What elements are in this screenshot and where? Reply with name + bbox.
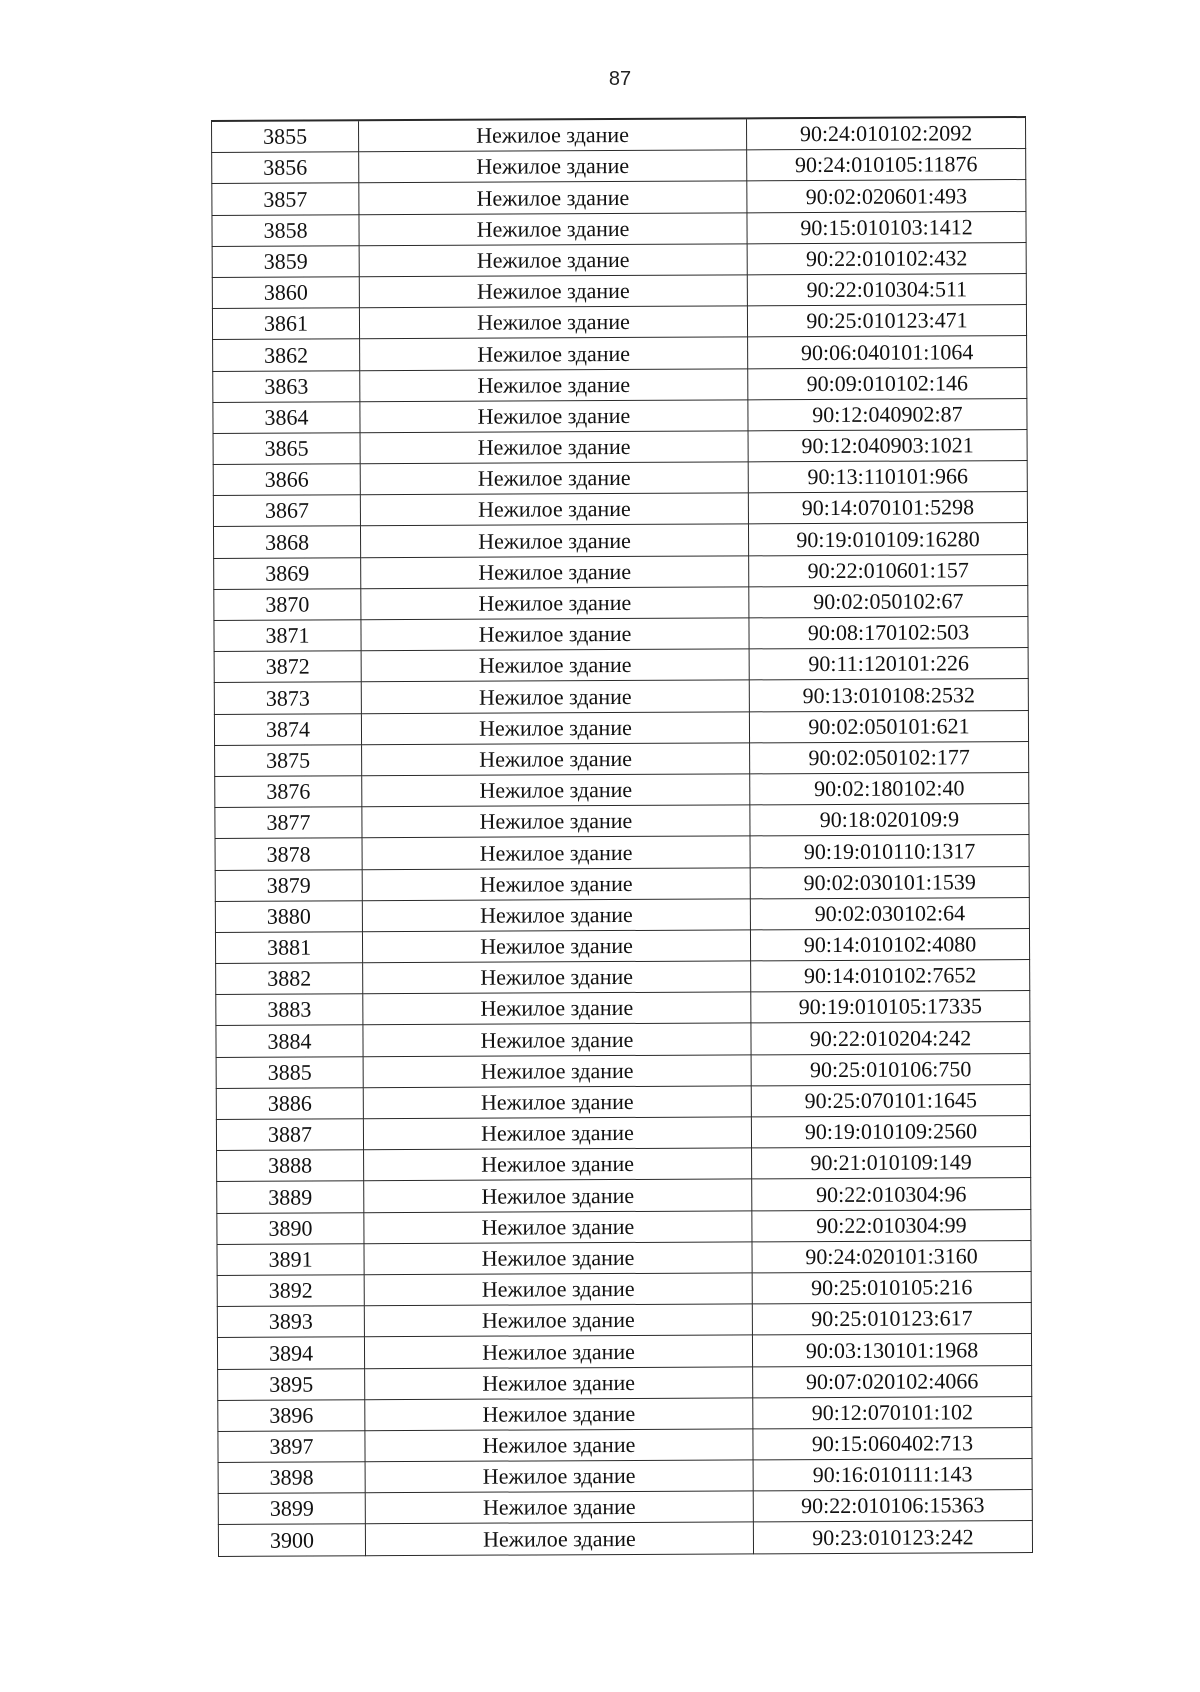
object-type-cell: Нежилое здание <box>360 337 748 370</box>
cadastral-number-cell: 90:25:010123:617 <box>752 1303 1031 1336</box>
cadastral-number-cell: 90:16:010111:143 <box>753 1459 1032 1492</box>
object-type-cell: Нежилое здание <box>362 836 750 869</box>
row-number-cell: 3867 <box>213 495 360 527</box>
table-row <box>218 1459 1032 1494</box>
row-number-cell: 3872 <box>214 651 361 683</box>
row-number-cell: 3865 <box>213 433 360 465</box>
cadastral-number-cell: 90:02:030101:1539 <box>750 866 1029 899</box>
object-type-cell: Нежилое здание <box>363 961 751 994</box>
row-number-cell: 3870 <box>214 589 361 621</box>
table-row <box>216 1053 1030 1088</box>
cadastral-number-cell: 90:02:050101:621 <box>749 710 1028 743</box>
row-number-cell: 3858 <box>212 214 359 246</box>
table-row <box>215 741 1029 776</box>
cadastral-number-cell: 90:02:180102:40 <box>750 772 1029 805</box>
table-row <box>217 1334 1031 1369</box>
cadastral-number-cell: 90:25:010106:750 <box>751 1053 1030 1086</box>
table-row <box>216 991 1030 1026</box>
page-number: 87 <box>608 68 632 90</box>
row-number-cell: 3859 <box>212 246 359 278</box>
cadastral-number-cell: 90:18:020109:9 <box>750 804 1029 837</box>
cadastral-number-cell: 90:24:010105:11876 <box>747 149 1026 182</box>
object-type-cell: Нежилое здание <box>364 1335 752 1368</box>
cadastral-number-cell: 90:14:010102:4080 <box>750 928 1029 961</box>
object-type-cell: Нежилое здание <box>364 1210 752 1243</box>
object-type-cell: Нежилое здание <box>361 556 749 589</box>
cadastral-number-cell: 90:09:010102:146 <box>748 367 1027 400</box>
object-type-cell: Нежилое здание <box>360 368 748 401</box>
object-type-cell: Нежилое здание <box>363 1023 751 1056</box>
row-number-cell: 3889 <box>217 1181 364 1213</box>
table-row <box>217 1147 1031 1182</box>
cadastral-number-cell: 90:07:020102:4066 <box>753 1365 1032 1398</box>
cadastral-number-cell: 90:13:110101:966 <box>748 461 1027 494</box>
object-type-cell: Нежилое здание <box>360 524 748 557</box>
object-type-cell: Нежилое здание <box>365 1429 753 1462</box>
table-row <box>213 429 1027 464</box>
object-type-cell: Нежилое здание <box>361 587 749 620</box>
row-number-cell: 3863 <box>213 370 360 402</box>
row-number-cell: 3883 <box>216 994 363 1026</box>
row-number-cell: 3886 <box>216 1088 363 1120</box>
cadastral-number-cell: 90:25:010123:471 <box>747 305 1026 338</box>
table-row <box>218 1521 1032 1556</box>
table-row <box>212 305 1026 340</box>
cadastral-number-cell: 90:21:010109:149 <box>752 1147 1031 1180</box>
table-row <box>218 1365 1032 1400</box>
cadastral-number-cell: 90:15:010103:1412 <box>747 211 1026 244</box>
object-type-cell: Нежилое здание <box>362 867 750 900</box>
object-type-cell: Нежилое здание <box>364 1179 752 1212</box>
cadastral-number-cell: 90:02:020601:493 <box>747 180 1026 213</box>
object-type-cell: Нежилое здание <box>364 1304 752 1337</box>
table-body <box>212 117 1033 1556</box>
table-row <box>218 1427 1032 1462</box>
object-type-cell: Нежилое здание <box>359 118 747 152</box>
table-row <box>214 554 1028 589</box>
object-type-cell: Нежилое здание <box>364 1242 752 1275</box>
row-number-cell: 3866 <box>213 464 360 496</box>
table-row <box>216 960 1030 995</box>
object-type-cell: Нежилое здание <box>362 743 750 776</box>
table-row <box>215 897 1029 932</box>
row-number-cell: 3857 <box>212 183 359 215</box>
row-number-cell: 3885 <box>216 1056 363 1088</box>
table-row <box>212 242 1026 277</box>
document-sheet <box>211 116 1033 1557</box>
cadastral-number-cell: 90:19:010109:16280 <box>748 523 1027 556</box>
table-row <box>215 804 1029 839</box>
row-number-cell: 3896 <box>218 1399 365 1431</box>
object-type-cell: Нежилое здание <box>359 212 747 245</box>
row-number-cell: 3877 <box>215 807 362 839</box>
table-row <box>212 211 1026 246</box>
cadastral-number-cell: 90:03:130101:1968 <box>752 1334 1031 1367</box>
object-type-cell: Нежилое здание <box>361 649 749 682</box>
cadastral-number-cell: 90:19:010109:2560 <box>751 1116 1030 1149</box>
row-number-cell: 3892 <box>217 1275 364 1307</box>
object-type-cell: Нежилое здание <box>363 1086 751 1119</box>
table-row <box>217 1271 1031 1306</box>
cadastral-number-cell: 90:25:070101:1645 <box>751 1084 1030 1117</box>
object-type-cell: Нежилое здание <box>360 400 748 433</box>
cadastral-number-cell: 90:22:010304:96 <box>752 1178 1031 1211</box>
row-number-cell: 3868 <box>213 526 360 558</box>
table-row <box>216 1084 1030 1119</box>
row-number-cell: 3876 <box>215 776 362 808</box>
row-number-cell: 3894 <box>217 1337 364 1369</box>
table-row <box>217 1303 1031 1338</box>
row-number-cell: 3856 <box>212 152 359 184</box>
object-type-cell: Нежилое здание <box>365 1460 753 1493</box>
row-number-cell: 3897 <box>218 1431 365 1463</box>
cadastral-number-cell: 90:22:010304:511 <box>747 273 1026 306</box>
table-row <box>214 679 1028 714</box>
table-row <box>213 492 1027 527</box>
object-type-cell: Нежилое здание <box>361 680 749 713</box>
row-number-cell: 3869 <box>214 557 361 589</box>
table-row <box>214 648 1028 683</box>
cadastral-number-cell: 90:15:060402:713 <box>753 1427 1032 1460</box>
table-row <box>213 398 1027 433</box>
cadastral-number-cell: 90:25:010105:216 <box>752 1271 1031 1304</box>
row-number-cell: 3891 <box>217 1244 364 1276</box>
object-type-cell: Нежилое здание <box>360 431 748 464</box>
table-row <box>215 928 1029 963</box>
cadastral-number-cell: 90:22:010106:15363 <box>753 1490 1032 1523</box>
table-row <box>215 835 1029 870</box>
object-type-cell: Нежилое здание <box>361 618 749 651</box>
row-number-cell: 3900 <box>218 1524 365 1556</box>
table-row <box>212 117 1026 153</box>
cadastral-number-cell: 90:11:120101:226 <box>749 648 1028 681</box>
object-type-cell: Нежилое здание <box>364 1273 752 1306</box>
property-registry-table <box>211 116 1033 1557</box>
table-row <box>216 1116 1030 1151</box>
table-row <box>213 461 1027 496</box>
object-type-cell: Нежилое здание <box>362 930 750 963</box>
table-row <box>213 523 1027 558</box>
table-row <box>212 149 1026 184</box>
row-number-cell: 3893 <box>217 1306 364 1338</box>
cadastral-number-cell: 90:12:040903:1021 <box>748 429 1027 462</box>
object-type-cell: Нежилое здание <box>365 1366 753 1399</box>
cadastral-number-cell: 90:06:040101:1064 <box>748 336 1027 369</box>
row-number-cell: 3875 <box>215 745 362 777</box>
cadastral-number-cell: 90:12:070101:102 <box>753 1396 1032 1429</box>
cadastral-number-cell: 90:14:070101:5298 <box>748 492 1027 525</box>
row-number-cell: 3899 <box>218 1493 365 1525</box>
row-number-cell: 3881 <box>215 932 362 964</box>
row-number-cell: 3898 <box>218 1462 365 1494</box>
table-row <box>218 1396 1032 1431</box>
cadastral-number-cell: 90:19:010110:1317 <box>750 835 1029 868</box>
cadastral-number-cell: 90:19:010105:17335 <box>751 991 1030 1024</box>
row-number-cell: 3878 <box>215 838 362 870</box>
object-type-cell: Нежилое здание <box>362 899 750 932</box>
cadastral-number-cell: 90:02:050102:67 <box>749 585 1028 618</box>
cadastral-number-cell: 90:12:040902:87 <box>748 398 1027 431</box>
table-row <box>213 367 1027 402</box>
cadastral-number-cell: 90:23:010123:242 <box>753 1521 1032 1554</box>
object-type-cell: Нежилое здание <box>361 711 749 744</box>
table-row <box>213 336 1027 371</box>
cadastral-number-cell: 90:22:010304:99 <box>752 1209 1031 1242</box>
object-type-cell: Нежилое здание <box>360 462 748 495</box>
row-number-cell: 3895 <box>218 1368 365 1400</box>
cadastral-number-cell: 90:24:010102:2092 <box>746 117 1025 150</box>
row-number-cell: 3887 <box>216 1119 363 1151</box>
table-row <box>215 772 1029 807</box>
object-type-cell: Нежилое здание <box>365 1522 753 1555</box>
row-number-cell: 3862 <box>213 339 360 371</box>
table-row <box>214 710 1028 745</box>
table-row <box>212 273 1026 308</box>
object-type-cell: Нежилое здание <box>359 244 747 277</box>
table-row <box>218 1490 1032 1525</box>
table-row <box>212 180 1026 215</box>
row-number-cell: 3855 <box>212 120 359 152</box>
object-type-cell: Нежилое здание <box>359 306 747 339</box>
table-row <box>214 617 1028 652</box>
row-number-cell: 3864 <box>213 401 360 433</box>
table-row <box>217 1240 1031 1275</box>
object-type-cell: Нежилое здание <box>365 1398 753 1431</box>
cadastral-number-cell: 90:24:020101:3160 <box>752 1240 1031 1273</box>
object-type-cell: Нежилое здание <box>363 992 751 1025</box>
object-type-cell: Нежилое здание <box>365 1491 753 1524</box>
cadastral-number-cell: 90:02:050102:177 <box>750 741 1029 774</box>
cadastral-number-cell: 90:14:010102:7652 <box>751 960 1030 993</box>
row-number-cell: 3882 <box>216 963 363 995</box>
cadastral-number-cell: 90:13:010108:2532 <box>749 679 1028 712</box>
object-type-cell: Нежилое здание <box>362 774 750 807</box>
table-row <box>215 866 1029 901</box>
row-number-cell: 3861 <box>212 308 359 340</box>
row-number-cell: 3874 <box>214 713 361 745</box>
object-type-cell: Нежилое здание <box>362 805 750 838</box>
cadastral-number-cell: 90:22:010601:157 <box>749 554 1028 587</box>
cadastral-number-cell: 90:22:010102:432 <box>747 242 1026 275</box>
table-row <box>217 1209 1031 1244</box>
row-number-cell: 3873 <box>214 682 361 714</box>
cadastral-number-cell: 90:22:010204:242 <box>751 1022 1030 1055</box>
row-number-cell: 3871 <box>214 620 361 652</box>
row-number-cell: 3880 <box>215 900 362 932</box>
cadastral-number-cell: 90:02:030102:64 <box>750 897 1029 930</box>
row-number-cell: 3884 <box>216 1025 363 1057</box>
object-type-cell: Нежилое здание <box>359 181 747 214</box>
object-type-cell: Нежилое здание <box>363 1054 751 1087</box>
object-type-cell: Нежилое здание <box>363 1117 751 1150</box>
row-number-cell: 3860 <box>212 277 359 309</box>
object-type-cell: Нежилое здание <box>359 275 747 308</box>
table-row <box>214 585 1028 620</box>
row-number-cell: 3888 <box>217 1150 364 1182</box>
cadastral-number-cell: 90:08:170102:503 <box>749 617 1028 650</box>
table-row <box>217 1178 1031 1213</box>
object-type-cell: Нежилое здание <box>359 150 747 183</box>
row-number-cell: 3890 <box>217 1212 364 1244</box>
object-type-cell: Нежилое здание <box>364 1148 752 1181</box>
row-number-cell: 3879 <box>215 869 362 901</box>
object-type-cell: Нежилое здание <box>360 493 748 526</box>
table-row <box>216 1022 1030 1057</box>
